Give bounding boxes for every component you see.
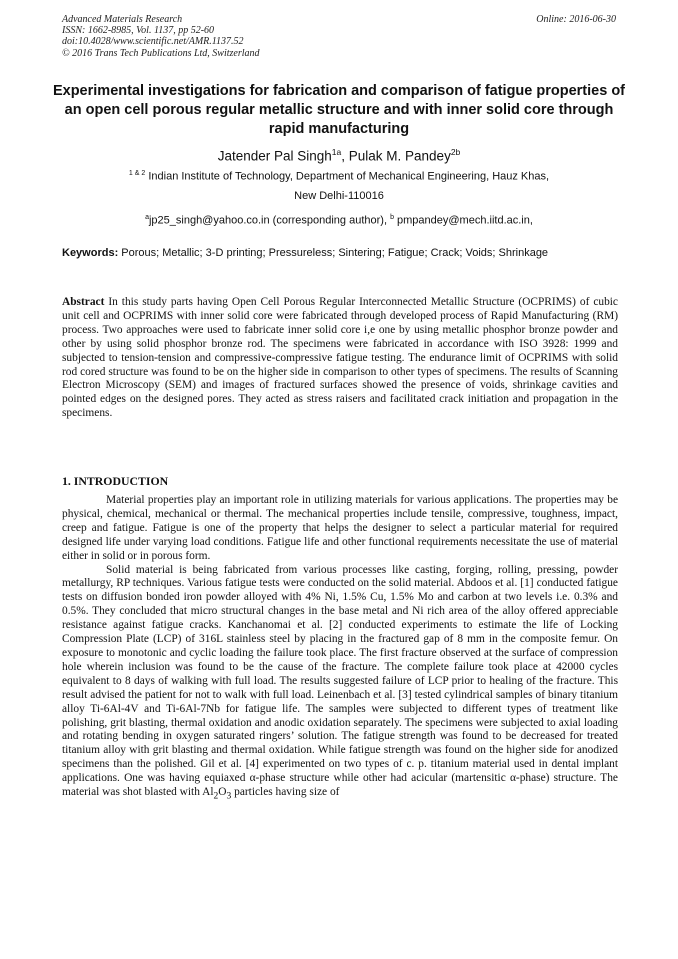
intro-paragraph-text: particles having size of: [231, 786, 340, 799]
affiliation-superscript: 1 & 2: [128, 170, 146, 177]
online-date: Online: 2016-06-30: [536, 14, 616, 25]
subscript: 2: [213, 791, 219, 802]
journal-doi: doi:10.4028/www.scientific.net/AMR.1137.52: [62, 36, 244, 48]
author-name: Jatender Pal Singh: [217, 148, 332, 164]
intro-paragraph-text: Solid material is being fabricated from various processes like casting, forging, rolling, pressing, powder metallurgy, RP techniques. Various fatigue tests were conducted on the solid material. Abdoos et al. [1] conducted fatigue tests on diffusion bonded iron powder alloyed with 4% Ni, 1.5% Cu, 1.5% Mo and carbon at two levels i.e. 0.3% and 0.5%. They concluded that micro structural changes in the base metal and Ni rich area of the alloy offered appreciable resistance against fatigue cracks. Kanchanomai et al. [2] conducted experiments to estimate the life of Locking Compression Plate (LCP) of 316L stainless steel by placing in the fractured gap of 8 mm in the composite femur. On exposure to monotonic and cyclic loading the failure took place. The first fracture observed at the surface of compression hole wherein inclusion was found to be the cause of the fracture. The complete failure took place at 42000 cycles equivalent to 8 days of walking with full load. The results suggested failure of LCP prior to healing of the fracture. This result advised the patient for not to walk with full load. Leinenbach et al. [3] tested cylindrical samples of binary titanium alloy Ti-6Al-4V and Ti-6Al-7Nb for fatigue life. The samples were subjected to different types of treatment like polishing, grit blasting, thermal oxidation and anodic oxidation separately. The specimens were subjected to axial loading and rotating bending in oxygen saturated ringers’ solution. The fatigue strength was found to be decreased for treated titanium alloy with grit blasting and thermal oxidation. While fatigue strength was found on the higher side for anodized specimens than the polished. Gil et al. [4] experimented on two types of c. p. titanium material used in dental implant applications. One was having equiaxed α-phase structure while other had acicular (martensitic α-phase) structure. The material was shot blasted with Al: [62, 563, 618, 799]
author-superscript: 2b: [450, 147, 461, 157]
author-separator: ,: [341, 148, 349, 164]
journal-copyright: © 2016 Trans Tech Publications Ltd, Switzerland: [62, 47, 260, 59]
abstract-label: Abstract: [62, 296, 105, 308]
journal-issn: ISSN: 1662-8985, Vol. 1137, pp 52-60: [62, 25, 215, 37]
abstract-text: In this study parts having Open Cell Porous Regular Interconnected Metallic Structure (OCPRIMS) of cubic unit cell and OCPRIMS with inner solid core were fabricated through developed process of Rapid Manufacturing (RM) process. Two approaches were used to fabricate inner solid core i,e one by using metallic phosphor bronze powder and other by using solid phosphor bronze rod. The specimens were fabricated in accordance with ISO 3928: 1999 and subjected to tension-tension and compressive-compressive fatigue testing. The endurance limit of OCPRIMS with solid rod cored structure was found to be on the higher side in comparison to other types of specimens. The results of Scanning Electron Microscopy (SEM) and images of fractured surfaces showed the presence of voids, shrinkage cavities and pointed edges on the designed pores. They acted as stress raisers and facilitated crack initiation and propagation in the specimens.: [62, 296, 618, 420]
author-name: Pulak M. Pandey: [348, 148, 451, 164]
introduction-body: [62, 494, 618, 804]
affiliation-line: [52, 167, 626, 184]
keywords-label: Keywords:: [62, 247, 119, 259]
email-text: pmpandey@mech.iitd.ac.in,: [393, 214, 533, 227]
email-superscript: a: [145, 214, 149, 221]
email-superscript: b: [390, 214, 394, 221]
affiliation-text: Indian Institute of Technology, Department of Mechanical Engineering, Hauz Khas,: [148, 170, 550, 183]
subscript: 3: [226, 791, 232, 802]
abstract: [62, 296, 618, 421]
section-heading: 1. INTRODUCTION: [62, 474, 169, 488]
keywords-text: Porous; Metallic; 3-D printing; Pressureless; Sintering; Fatigue; Crack; Voids; Shrinkage: [118, 247, 549, 259]
email-text: jp25_singh@yahoo.co.in (corresponding author),: [148, 214, 391, 227]
journal-name: Advanced Materials Research: [62, 14, 183, 25]
intro-paragraph-text: O: [218, 786, 227, 799]
journal-header: [62, 14, 618, 59]
affiliation-city: New Delhi-110016: [294, 190, 384, 202]
intro-paragraph: [62, 564, 618, 805]
author-superscript: 1a: [331, 147, 342, 157]
intro-paragraph: Material properties play an important role in utilizing materials for various applications. The properties may be physical, chemical, mechanical or thermal. The mechanical properties include tensile, compressive, toughness, impact, creep and fatigue. Fatigue is one of the property that helps the designer to select a particular material for required designed life under varying load conditions. Fatigue life and other functional requirements necessitate the use of material either in solid or in porous form.: [62, 494, 618, 562]
author-line: [52, 143, 626, 166]
paper-title: Experimental investigations for fabrication and comparison of fatigue properties of an open cell porous regular metallic structure and with inner solid core through rapid manufacturing: [52, 83, 626, 137]
keywords: [62, 247, 618, 261]
email-line: [52, 211, 626, 228]
